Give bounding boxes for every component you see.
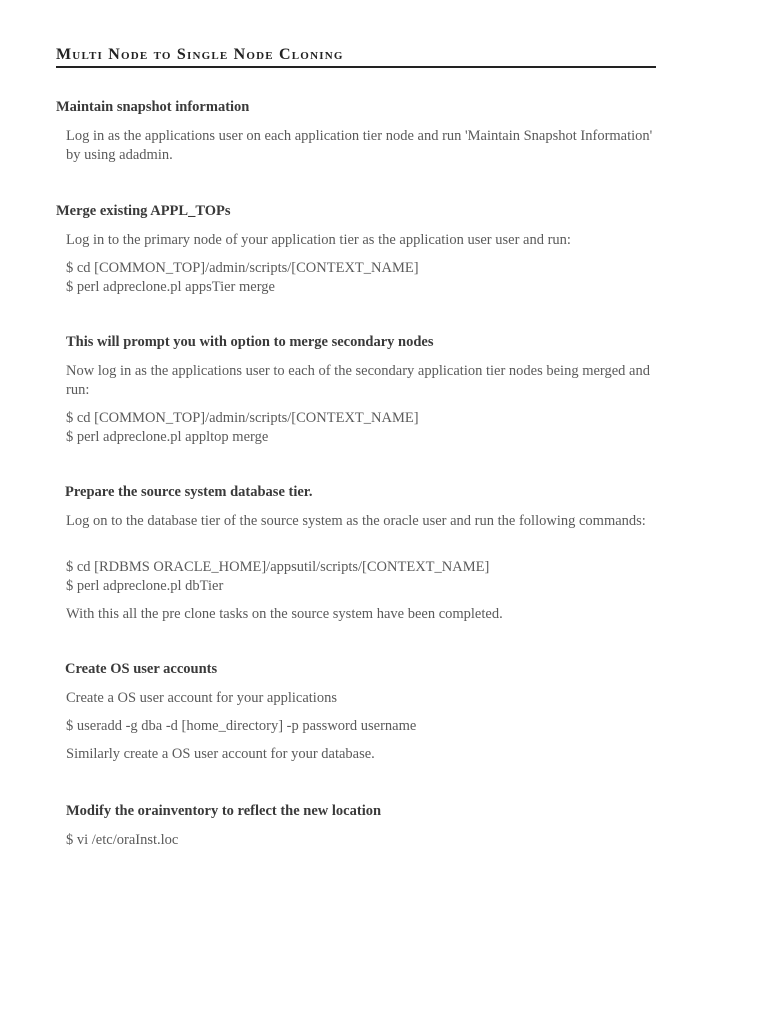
command-line: $ perl adpreclone.pl appltop merge — [66, 429, 269, 445]
command-line: $ useradd -g dba -d [home_directory] -p password username — [66, 718, 417, 734]
command-line: $ perl adpreclone.pl appsTier merge — [66, 279, 275, 295]
section-paragraph: Log in to the primary node of your application tier as the application user user and run: — [66, 232, 571, 248]
command-line: $ perl adpreclone.pl dbTier — [66, 578, 224, 594]
section-heading: This will prompt you with option to merge secondary nodes — [66, 334, 434, 350]
section-paragraph: Log in as the applications user on each application tier node and run 'Maintain Snapshot Information' by using adadmin. — [66, 128, 653, 163]
section-paragraph: With this all the pre clone tasks on the source system have been completed. — [66, 606, 503, 622]
section-paragraph: Similarly create a OS user account for your database. — [66, 746, 375, 762]
section-heading: Merge existing APPL_TOPs — [56, 203, 231, 219]
command-line: $ vi /etc/oraInst.loc — [66, 832, 179, 848]
section-heading: Modify the orainventory to reflect the new location — [66, 803, 382, 819]
command-block — [66, 259, 656, 297]
command-block — [66, 558, 656, 596]
section-heading: Prepare the source system database tier. — [65, 484, 313, 500]
section-paragraph: Create a OS user account for your applications — [66, 690, 337, 706]
section-heading: Create OS user accounts — [65, 661, 218, 677]
section-heading: Maintain snapshot information — [56, 99, 250, 115]
section-paragraph: Log on to the database tier of the source system as the oracle user and run the following commands: — [66, 513, 646, 529]
command-line: $ cd [COMMON_TOP]/admin/scripts/[CONTEXT_NAME] — [66, 410, 419, 426]
command-line: $ cd [COMMON_TOP]/admin/scripts/[CONTEXT_NAME] — [66, 260, 419, 276]
section-paragraph: Now log in as the applications user to each of the secondary application tier nodes being merged and run: — [66, 363, 650, 398]
command-block — [66, 409, 656, 447]
command-line: $ cd [RDBMS ORACLE_HOME]/appsutil/scripts/[CONTEXT_NAME] — [66, 559, 490, 575]
page-title: Multi Node to Single Node Cloning — [56, 46, 656, 68]
